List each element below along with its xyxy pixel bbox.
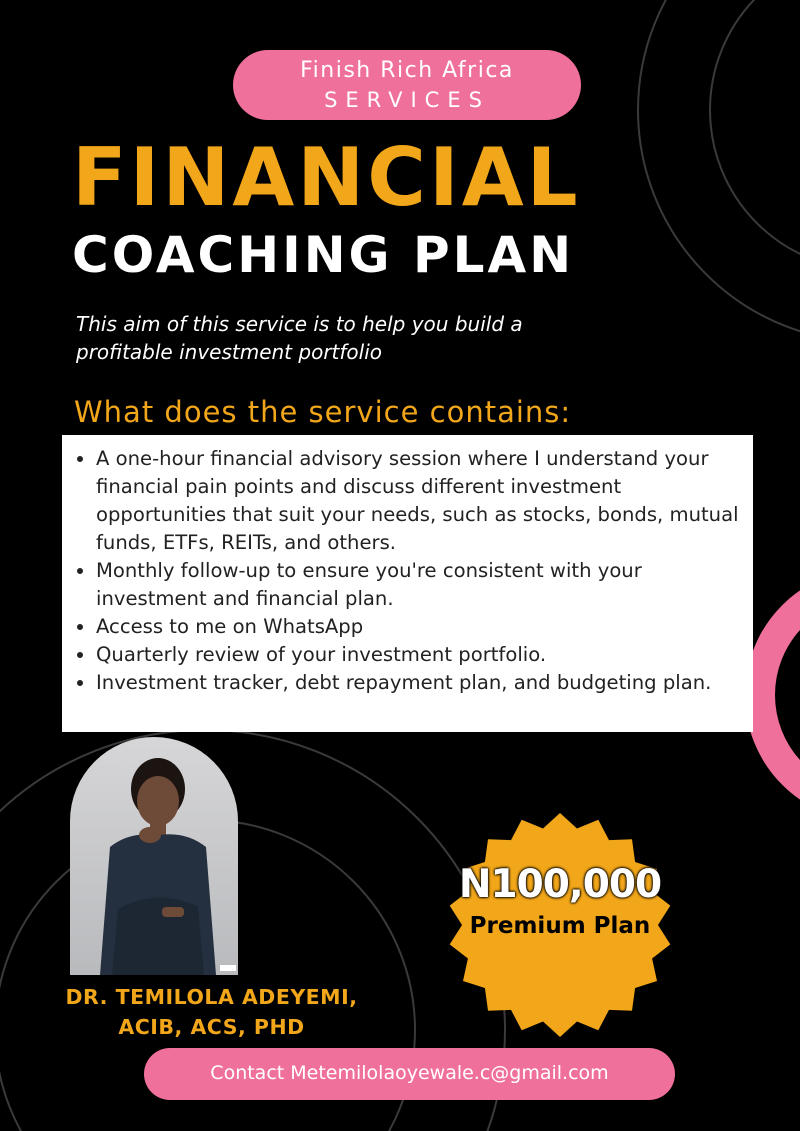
brand-name: Finish Rich Africa [300,58,514,83]
coach-portrait-illustration [70,737,238,975]
price: N100,000 [458,862,662,907]
list-item: • Monthly follow-up to ensure you're consistent with your investment and financial plan. [96,557,745,613]
title-financial: FINANCIAL [72,131,581,224]
coach-name-line-1: DR. TEMILOLA ADEYEMI, [65,985,358,1009]
service-aim [76,310,656,366]
services-list [62,435,753,697]
service-aim-line-2: profitable investment portfolio [76,340,383,364]
services-box [62,435,753,732]
list-item: • Access to me on WhatsApp [96,613,745,641]
deco-ring-pink [760,583,800,807]
deco-ring-top-outer [638,0,800,342]
plan-name: Premium Plan [469,913,651,939]
contact-button[interactable]: Contact Metemilolaoyewale.c@gmail.com [144,1048,675,1100]
service-aim-line-1: This aim of this service is to help you build a [76,312,523,336]
brand-services-label: SERVICES [324,88,490,112]
coach-credentials: ACIB, ACS, PHD [118,1015,305,1039]
coach-name [40,982,383,1042]
services-heading: What does the service contains: [74,395,572,429]
title-coaching-plan: COACHING PLAN [72,226,575,284]
deco-ring-top-inner [710,0,800,270]
list-item: • Investment tracker, debt repayment plan, and budgeting plan. [96,669,745,697]
coach-photo [70,737,238,975]
list-item: • A one-hour financial advisory session where I understand your financial pain points and discuss different investment opportunities that suit your needs, such as stocks, bonds, mutual funds, ETFs, REITs, and others. [96,445,745,557]
brand-pill [233,50,581,120]
list-item: • Quarterly review of your investment portfolio. [96,641,745,669]
